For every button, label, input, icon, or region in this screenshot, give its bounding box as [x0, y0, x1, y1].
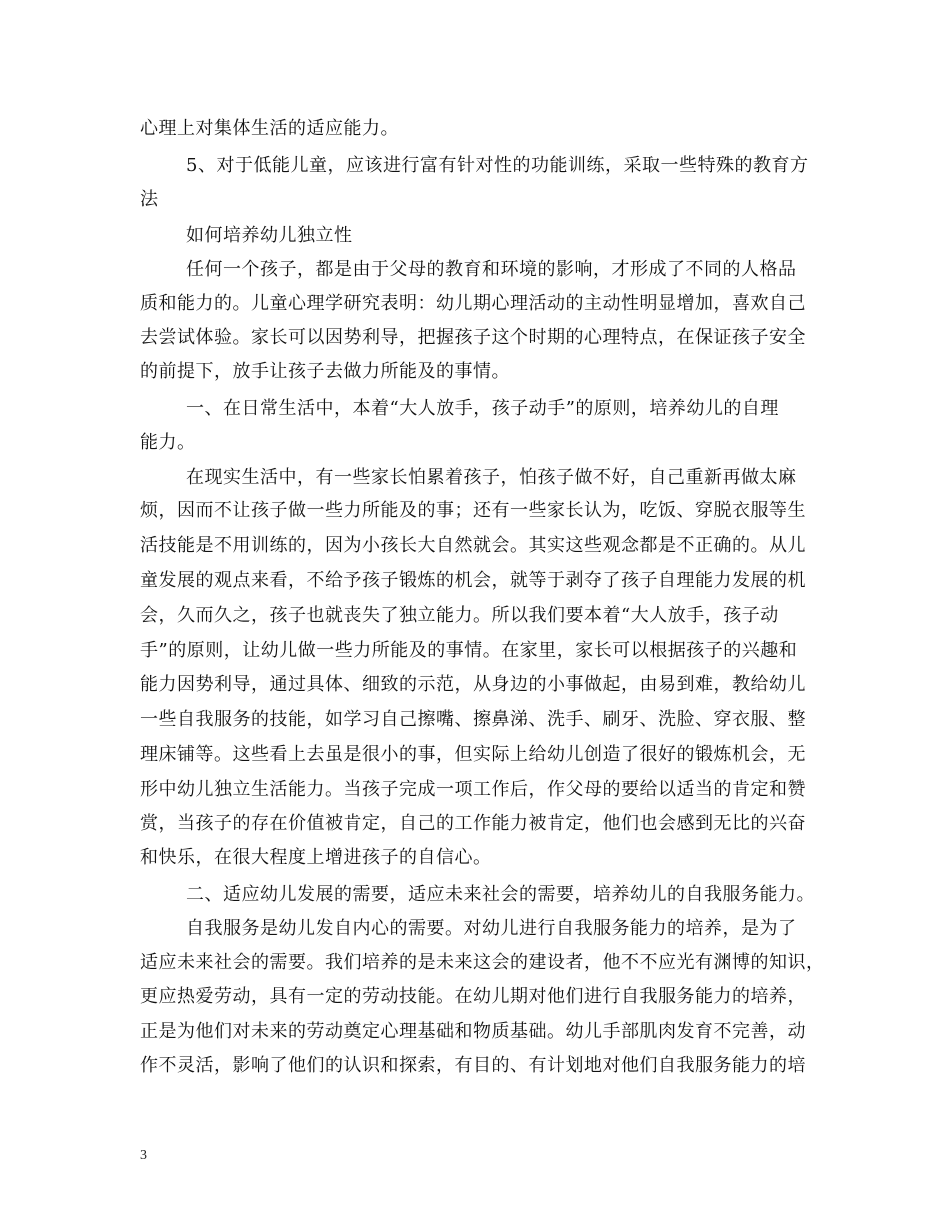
- text-line: 二、适应幼儿发展的需要，适应未来社会的需要，培养幼儿的自我服务能力。: [186, 884, 815, 905]
- text-line: 能力因势利导，通过具体、细致的示范，从身边的小事做起，由易到难，教给幼儿: [140, 674, 806, 695]
- text-line: 烦，因而不让孩子做一些力所能及的事；还有一些家长认为，吃饭、穿脱衣服等生: [140, 500, 806, 521]
- text-line: 能力。: [140, 432, 196, 453]
- text-line: 会，久而久之，孩子也就丧失了独立能力。所以我们要本着“大人放手，孩子动: [140, 605, 779, 626]
- text-line: 心理上对集体生活的适应能力。: [140, 118, 399, 139]
- text-line: 的前提下，放手让孩子去做力所能及的事情。: [140, 361, 510, 382]
- text-line: 理床铺等。这些看上去虽是很小的事，但实际上给幼儿创造了很好的锻炼机会，无: [140, 744, 806, 765]
- text-line: 赏，当孩子的存在价值被肯定，自己的工作能力被肯定，他们也会感到无比的兴奋: [140, 813, 806, 834]
- text-line: 一些自我服务的技能，如学习自己擦嘴、擦鼻涕、洗手、刷牙、洗脸、穿衣服、整: [140, 709, 806, 730]
- text-line: 质和能力的。儿童心理学研究表明：幼儿期心理活动的主动性明显增加，喜欢自己: [140, 293, 806, 314]
- text-line: 适应未来社会的需要。我们培养的是未来这会的建设者，他不不应光有渊博的知识，: [140, 952, 825, 973]
- text-line: 任何一个孩子，都是由于父母的教育和环境的影响，才形成了不同的人格品: [186, 259, 797, 280]
- text-line: 一、在日常生活中，本着“大人放手，孩子动手”的原则，培养幼儿的自理: [186, 398, 779, 419]
- text-line: 童发展的观点来看，不给予孩子锻炼的机会，就等于剥夺了孩子自理能力发展的机: [140, 570, 806, 591]
- text-line: 活技能是不用训练的，因为小孩长大自然就会。其实这些观念都是不正确的。从儿: [140, 535, 806, 556]
- text-line: 和快乐，在很大程度上增进孩子的自信心。: [140, 847, 492, 868]
- text-line: 法: [140, 189, 159, 210]
- text-line: 作不灵活，影响了他们的认识和探索，有目的、有计划地对他们自我服务能力的培: [140, 1055, 806, 1076]
- text-line: 在现实生活中，有一些家长怕累着孩子，怕孩子做不好，自己重新再做太麻: [186, 467, 797, 488]
- text-line: 手”的原则，让幼儿做一些力所能及的事情。在家里，家长可以根据孩子的兴趣和: [140, 640, 798, 661]
- page-number: 3: [140, 1148, 147, 1163]
- text-line: 正是为他们对未来的劳动奠定心理基础和物质基础。幼儿手部肌肉发育不完善，动: [140, 1021, 806, 1042]
- text-line: 5、对于低能儿童，应该进行富有针对性的功能训练，采取一些特殊的教育方: [186, 155, 809, 176]
- text-line: 形中幼儿独立生活能力。当孩子完成一项工作后，作父母的要给以适当的肯定和赞: [140, 779, 806, 800]
- text-line: 去尝试体验。家长可以因势利导，把握孩子这个时期的心理特点，在保证孩子安全: [140, 327, 806, 348]
- text-line: 自我服务是幼儿发自内心的需要。对幼儿进行自我服务能力的培养，是为了: [186, 918, 797, 939]
- section-heading: 如何培养幼儿独立性: [186, 225, 353, 246]
- text-line: 更应热爱劳动，具有一定的劳动技能。在幼儿期对他们进行自我服务能力的培养，: [140, 986, 806, 1007]
